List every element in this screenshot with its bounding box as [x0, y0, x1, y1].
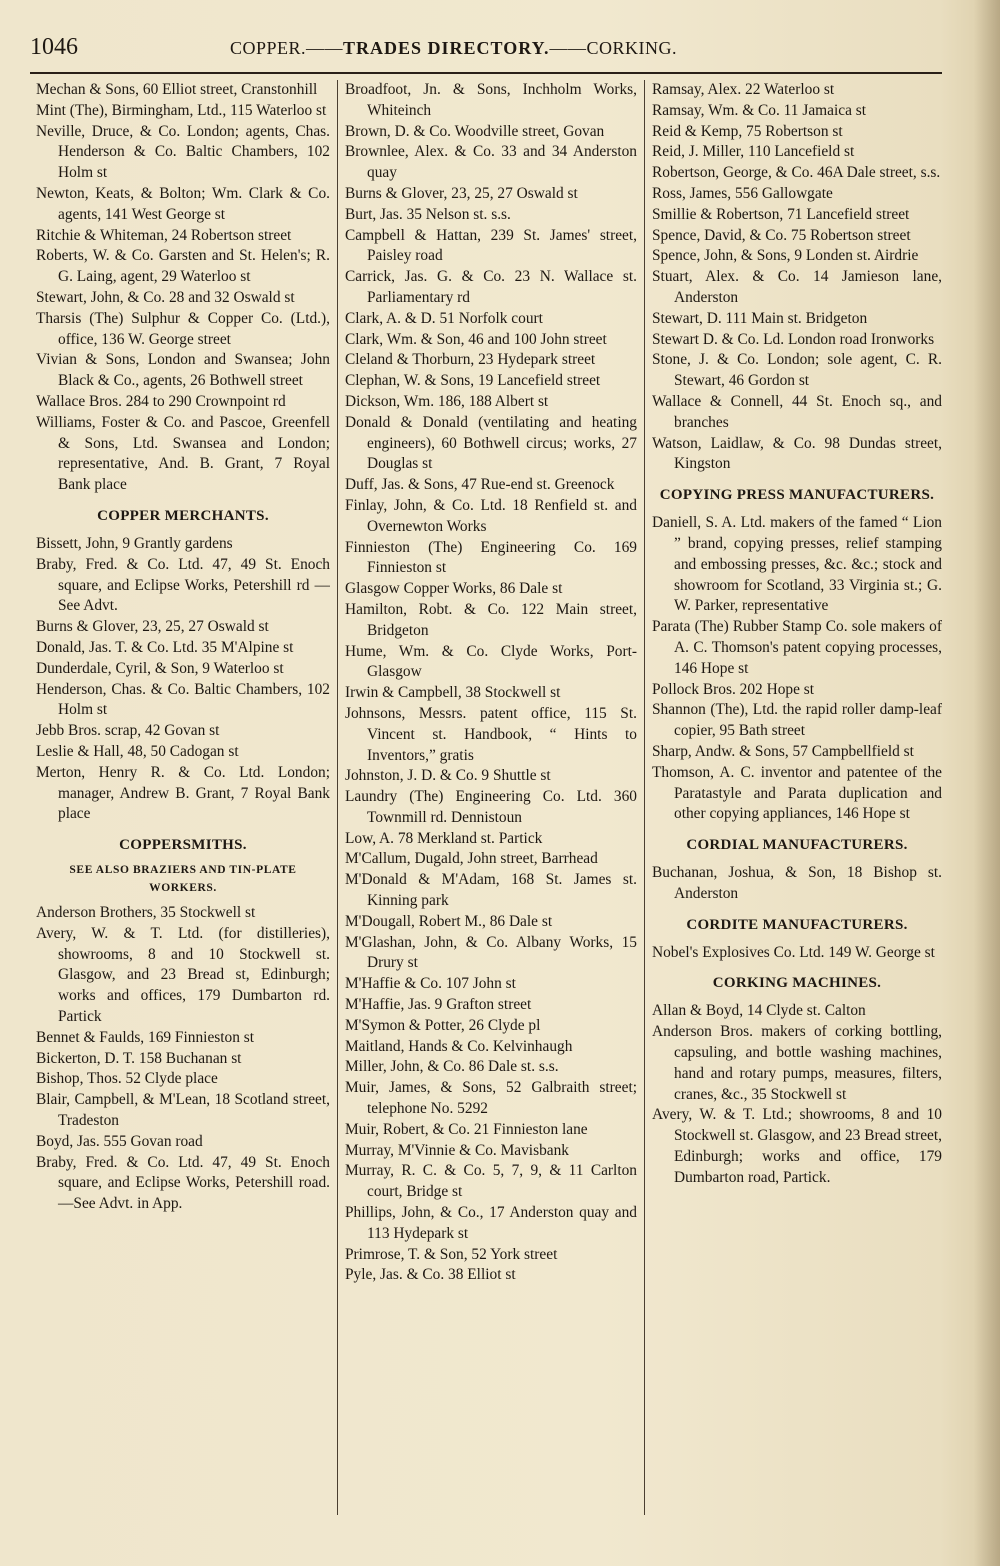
- directory-entry: Roberts, W. & Co. Garsten and St. Helen's; R. G. Laing, agent, 29 Waterloo st: [36, 247, 330, 286]
- directory-entry: Donald, Jas. T. & Co. Ltd. 35 M'Alpine st: [36, 638, 294, 656]
- directory-entry: Braby, Fred. & Co. Ltd. 47, 49 St. Enoch square, and Eclipse Works, Petershill rd —See Advt.: [36, 555, 330, 615]
- directory-entry: Bennet & Faulds, 169 Finnieston st: [36, 1028, 255, 1046]
- directory-entry: Smillie & Robertson, 71 Lancefield street: [652, 205, 910, 223]
- directory-entry: Nobel's Explosives Co. Ltd. 149 W. George st: [652, 943, 935, 961]
- directory-entry: Williams, Foster & Co. and Pascoe, Greenfell & Sons, Ltd. Swansea and London; representative, And. B. Grant, 7 Royal Bank place: [36, 413, 330, 494]
- directory-entry: Low, A. 78 Merkland st. Partick: [345, 829, 543, 847]
- directory-entry: Daniell, S. A. Ltd. makers of the famed “ Lion ” brand, copying presses, relief stamping and embossing presses, &c. &c.; stock and showroom for Scotland, 33 Virginia st.; G. W. Parker, representative: [652, 514, 942, 615]
- directory-entry: Stuart, Alex. & Co. 14 Jamieson lane, Anderston: [652, 268, 942, 306]
- directory-entry: Bickerton, D. T. 158 Buchanan st: [36, 1049, 242, 1067]
- section-heading: COPYING PRESS MANUFACTURERS.: [659, 487, 935, 504]
- directory-entry: Stewart D. & Co. Ld. London road Ironworks: [652, 330, 935, 348]
- running-head-left: COPPER.: [230, 38, 307, 58]
- directory-entry: Brown, D. & Co. Woodville street, Govan: [345, 122, 605, 140]
- directory-entry: Murray, M'Vinnie & Co. Mavisbank: [345, 1141, 569, 1159]
- directory-entry: M'Dougall, Robert M., 86 Dale st: [345, 912, 553, 930]
- section-heading: CORDIAL MANUFACTURERS.: [686, 837, 908, 854]
- directory-entry: Murray, R. C. & Co. 5, 7, 9, & 11 Carlton court, Bridge st: [345, 1162, 637, 1201]
- directory-entry: Boyd, Jas. 555 Govan road: [36, 1132, 203, 1150]
- directory-entry: Muir, James, & Sons, 52 Galbraith street; telephone No. 5292: [345, 1079, 637, 1118]
- directory-entry: Stone, J. & Co. London; sole agent, C. R. Stewart, 46 Gordon st: [652, 351, 942, 390]
- directory-entry: Donald & Donald (ventilating and heating engineers), 60 Bothwell circus; works, 27 Douglas st: [345, 413, 637, 473]
- directory-entry: Pyle, Jas. & Co. 38 Elliot st: [345, 1266, 516, 1284]
- directory-entry: Shannon (The), Ltd. the rapid roller damp-leaf copier, 95 Bath street: [652, 701, 942, 740]
- header-rule: [30, 72, 942, 74]
- directory-entry: Johnston, J. D. & Co. 9 Shuttle st: [345, 767, 551, 785]
- directory-entry: Broadfoot, Jn. & Sons, Inchholm Works, Whiteinch: [345, 81, 637, 119]
- section-heading: CORKING MACHINES.: [712, 975, 882, 992]
- directory-entry: Glasgow Copper Works, 86 Dale st: [345, 580, 563, 598]
- directory-entry: Leslie & Hall, 48, 50 Cadogan st: [36, 742, 239, 760]
- directory-entry: Burns & Glover, 23, 25, 27 Oswald st: [345, 184, 578, 202]
- directory-entry: Clark, A. & D. 51 Norfolk court: [345, 309, 543, 327]
- directory-entry: Pollock Bros. 202 Hope st: [652, 680, 815, 698]
- directory-entry: Finnieston (The) Engineering Co. 169 Finnieston st: [345, 538, 637, 577]
- running-head-dash-left: ——: [306, 38, 344, 58]
- section-heading: COPPERSMITHS.: [119, 837, 247, 854]
- directory-entry: Neville, Druce, & Co. London; agents, Chas. Henderson & Co. Baltic Chambers, 102 Holm st: [36, 122, 330, 182]
- directory-entry: Sharp, Andw. & Sons, 57 Campbellfield st: [652, 742, 914, 760]
- directory-entry: Blair, Campbell, & M'Lean, 18 Scotland street, Tradeston: [36, 1091, 330, 1130]
- page-number: 1046: [30, 34, 78, 60]
- directory-entry: Ritchie & Whiteman, 24 Robertson street: [36, 226, 292, 244]
- directory-entry: Clark, Wm. & Son, 46 and 100 John street: [345, 330, 607, 348]
- directory-entry: Johnsons, Messrs. patent office, 115 St. Vincent st. Handbook, “ Hints to Inventors,” gratis: [345, 704, 637, 764]
- directory-entry: Thomson, A. C. inventor and patentee of the Paratastyle and Parata duplication and other copying appliances, 146 Hope st: [652, 763, 942, 823]
- directory-entry: Jebb Bros. scrap, 42 Govan st: [36, 722, 220, 740]
- directory-entry: Anderson Brothers, 35 Stockwell st: [36, 904, 256, 922]
- running-head-right: CORKING.: [586, 38, 677, 58]
- column-divider-1: [337, 80, 338, 1515]
- directory-entry: Bissett, John, 9 Grantly gardens: [36, 534, 233, 552]
- directory-entry: Dunderdale, Cyril, & Son, 9 Waterloo st: [36, 659, 284, 677]
- directory-entry: Parata (The) Rubber Stamp Co. sole makers of A. C. Thomson's patent copying processes, 146 Hope st: [652, 618, 942, 677]
- column-2: [345, 80, 637, 1560]
- directory-entry: Merton, Henry R. & Co. Ltd. London; manager, Andrew B. Grant, 7 Royal Bank place: [36, 763, 330, 823]
- directory-entry: Campbell & Hattan, 239 St. James' street, Paisley road: [345, 226, 637, 265]
- directory-entry: Watson, Laidlaw, & Co. 98 Dundas street, Kingston: [652, 434, 942, 473]
- directory-entry: M'Haffie & Co. 107 John st: [345, 975, 516, 993]
- directory-entry: Brownlee, Alex. & Co. 33 and 34 Anderston quay: [345, 143, 637, 182]
- column-divider-2: [644, 80, 645, 1515]
- running-head-dash-right: ——: [549, 38, 587, 58]
- directory-entry: Primrose, T. & Son, 52 York street: [345, 1245, 558, 1263]
- directory-entry: Anderson Bros. makers of corking bottling, capsuling, and bottle washing machines, hand and rotary pumps, measures, filters, cranes, &c., 35 Stockwell st: [652, 1023, 942, 1103]
- directory-entry: Muir, Robert, & Co. 21 Finnieston lane: [345, 1120, 588, 1138]
- directory-entry: Tharsis (The) Sulphur & Copper Co. (Ltd.), office, 136 W. George street: [36, 309, 330, 348]
- page-edge-shadow: [974, 0, 1000, 1566]
- directory-entry: Hamilton, Robt. & Co. 122 Main street, Bridgeton: [345, 600, 637, 639]
- directory-entry: Spence, David, & Co. 75 Robertson street: [652, 226, 911, 244]
- directory-entry: Avery, W. & T. Ltd. (for distilleries), showrooms, 8 and 10 Stockwell st. Glasgow, and 23 Bread st, Edinburgh; works and offices, 179 Dumbarton rd. Partick: [36, 924, 330, 1026]
- directory-entry: Braby, Fred. & Co. Ltd. 47, 49 St. Enoch square, and Eclipse Works, Petershill road.—See Advt. in App.: [36, 1153, 330, 1213]
- directory-entry: M'Callum, Dugald, John street, Barrhead: [345, 850, 598, 868]
- directory-entry: M'Glashan, John, & Co. Albany Works, 15 Drury st: [345, 933, 637, 972]
- directory-entry: Irwin & Campbell, 38 Stockwell st: [345, 684, 561, 702]
- directory-entry: M'Donald & M'Adam, 168 St. James st. Kinning park: [345, 871, 637, 910]
- directory-entry: Reid, J. Miller, 110 Lancefield st: [652, 143, 855, 161]
- running-head-title: TRADES DIRECTORY.: [343, 38, 550, 58]
- directory-entry: Ramsay, Wm. & Co. 11 Jamaica st: [652, 101, 867, 119]
- directory-entry: Miller, John, & Co. 86 Dale st. s.s.: [345, 1058, 559, 1076]
- directory-entry: Ramsay, Alex. 22 Waterloo st: [652, 81, 835, 98]
- directory-entry: M'Haffie, Jas. 9 Grafton street: [345, 996, 532, 1014]
- directory-entry: Henderson, Chas. & Co. Baltic Chambers, 102 Holm st: [36, 680, 330, 719]
- column-1: [36, 80, 330, 1560]
- directory-entry: Burt, Jas. 35 Nelson st. s.s.: [345, 205, 511, 223]
- directory-entry: Vivian & Sons, London and Swansea; John Black & Co., agents, 26 Bothwell street: [36, 351, 330, 390]
- directory-entry: M'Symon & Potter, 26 Clyde pl: [345, 1016, 541, 1034]
- directory-entry: Spence, John, & Sons, 9 Londen st. Airdrie: [652, 247, 919, 265]
- directory-entry: Bishop, Thos. 52 Clyde place: [36, 1070, 218, 1088]
- directory-entry: Reid & Kemp, 75 Robertson st: [652, 122, 843, 140]
- directory-entry: Finlay, John, & Co. Ltd. 18 Renfield st. and Overnewton Works: [345, 496, 637, 535]
- directory-entry: Wallace Bros. 284 to 290 Crownpoint rd: [36, 392, 286, 410]
- directory-entry: Hume, Wm. & Co. Clyde Works, Port-Glasgow: [345, 642, 637, 681]
- directory-entry: Carrick, Jas. G. & Co. 23 N. Wallace st. Parliamentary rd: [345, 268, 637, 306]
- column-3: [652, 80, 942, 1560]
- directory-entry: Allan & Boyd, 14 Clyde st. Calton: [652, 1002, 866, 1020]
- directory-entry: Laundry (The) Engineering Co. Ltd. 360 Townmill rd. Dennistoun: [345, 788, 637, 826]
- section-heading: CORDITE MANUFACTURERS.: [686, 916, 908, 933]
- directory-entry: Robertson, George, & Co. 46A Dale street, s.s.: [652, 164, 941, 182]
- directory-entry: Stewart, John, & Co. 28 and 32 Oswald st: [36, 288, 295, 306]
- directory-entry: Duff, Jas. & Sons, 47 Rue-end st. Greenock: [345, 476, 615, 494]
- running-head: [230, 38, 940, 59]
- directory-entry: Cleland & Thorburn, 23 Hydepark street: [345, 351, 596, 369]
- directory-entry: Wallace & Connell, 44 St. Enoch sq., and branches: [652, 392, 942, 431]
- directory-entry: Burns & Glover, 23, 25, 27 Oswald st: [36, 618, 269, 636]
- directory-entry: Phillips, John, & Co., 17 Anderston quay and 113 Hydepark st: [345, 1204, 637, 1242]
- directory-entry: Buchanan, Joshua, & Son, 18 Bishop st. Anderston: [652, 864, 942, 902]
- directory-entry: Maitland, Hands & Co. Kelvinhaugh: [345, 1037, 573, 1055]
- section-heading: COPPER MERCHANTS.: [97, 507, 269, 524]
- directory-entry: Clephan, W. & Sons, 19 Lancefield street: [345, 372, 601, 390]
- directory-entry: Mechan & Sons, 60 Elliot street, Cranstonhill: [36, 81, 318, 98]
- directory-entry: Newton, Keats, & Bolton; Wm. Clark & Co. agents, 141 West George st: [36, 184, 330, 223]
- directory-entry: Mint (The), Birmingham, Ltd., 115 Waterloo st: [36, 101, 327, 119]
- directory-entry: Dickson, Wm. 186, 188 Albert st: [345, 392, 549, 410]
- directory-entry: Stewart, D. 111 Main st. Bridgeton: [652, 309, 868, 327]
- directory-entry: Ross, James, 556 Gallowgate: [652, 184, 833, 202]
- page-header: [30, 34, 950, 68]
- directory-entry: Avery, W. & T. Ltd.; showrooms, 8 and 10 Stockwell st. Glasgow, and 23 Bread street, Edinburgh; works and office, 179 Dumbarton road, Partick.: [652, 1106, 942, 1186]
- cross-reference-note: SEE ALSO BRAZIERS AND TIN-PLATE WORKERS.: [69, 864, 297, 895]
